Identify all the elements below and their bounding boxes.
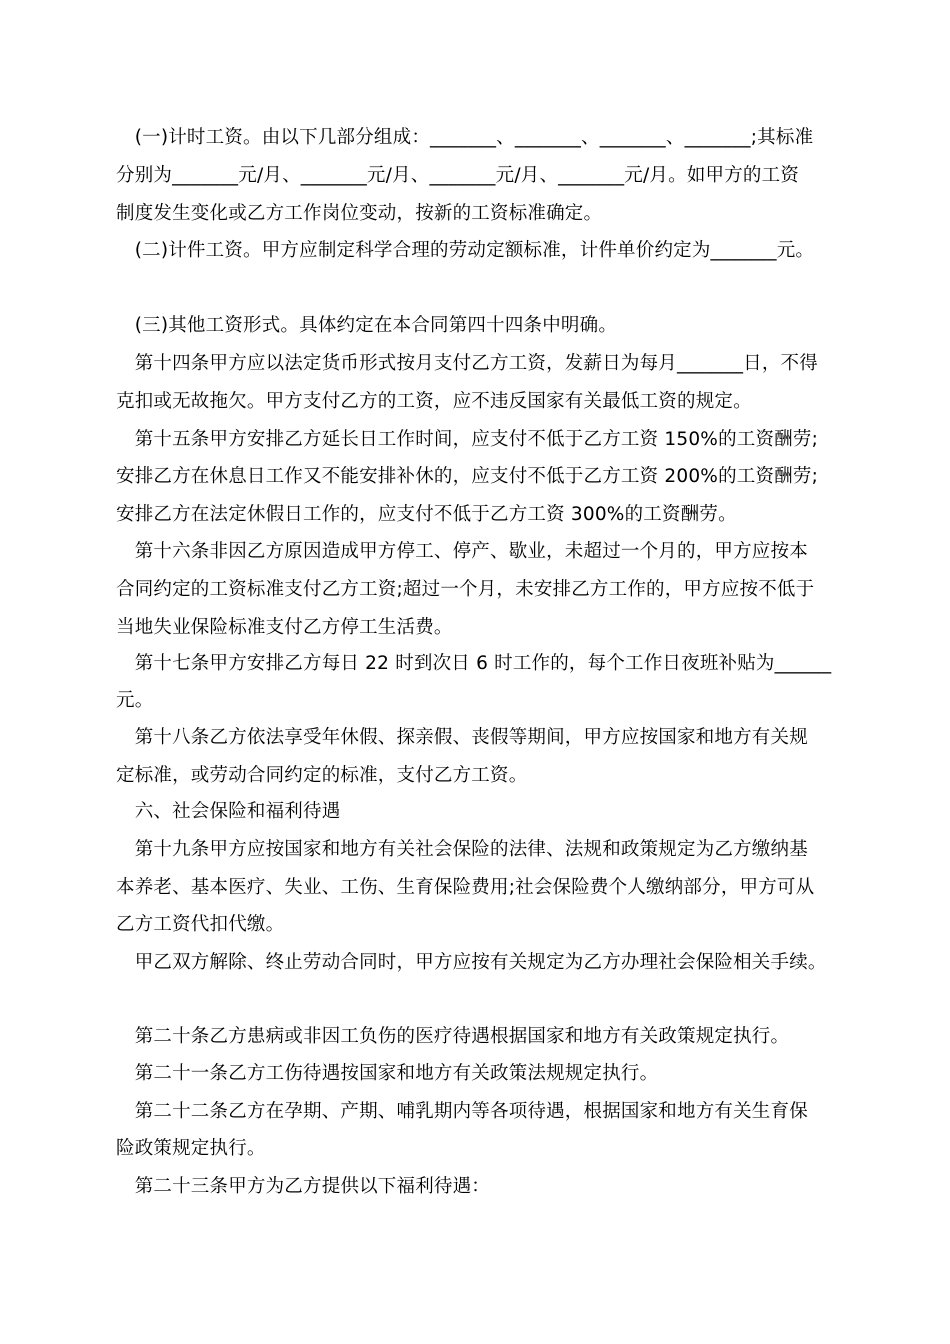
article-19-line-2: 本养老、基本医疗、失业、工伤、生育保险费用;社会保险费个人缴纳部分，甲方可从 <box>116 877 815 898</box>
article-16-line-2: 合同约定的工资标准支付乙方工资;超过一个月，未安排乙方工作的，甲方应按不低于 <box>116 579 815 600</box>
article-19-line-3: 乙方工资代扣代缴。 <box>116 914 285 935</box>
article-16-line-3: 当地失业保险标准支付乙方停工生活费。 <box>116 617 453 638</box>
article-23-line-1: 第二十三条甲方为乙方提供以下福利待遇： <box>116 1176 491 1197</box>
paragraph-hourly-wage-line-1: (一)计时工资。由以下几部分组成：_______、_______、_______、_______;其标准 <box>116 127 814 148</box>
article-15-line-3: 安排乙方在法定休假日工作的，应支付不低于乙方工资 300%的工资酬劳。 <box>116 504 737 525</box>
paragraph-hourly-wage-line-2: 分别为_______元/月、_______元/月、_______元/月、_______元/月。如甲方的工资 <box>116 165 800 186</box>
article-18-line-2: 定标准，或劳动合同约定的标准，支付乙方工资。 <box>116 765 528 786</box>
article-19-line-1: 第十九条甲方应按国家和地方有关社会保险的法律、法规和政策规定为乙方缴纳基 <box>116 839 808 860</box>
section-heading-social-insurance: 六、社会保险和福利待遇 <box>116 801 341 822</box>
article-14-line-1: 第十四条甲方应以法定货币形式按月支付乙方工资，发薪日为每月_______日，不得 <box>116 353 818 374</box>
article-20-line-1: 第二十条乙方患病或非因工负伤的医疗待遇根据国家和地方有关政策规定执行。 <box>116 1026 790 1047</box>
article-16-line-1: 第十六条非因乙方原因造成甲方停工、停产、歇业，未超过一个月的，甲方应按本 <box>116 541 808 562</box>
article-15-line-2: 安排乙方在休息日工作又不能安排补休的，应支付不低于乙方工资 200%的工资酬劳; <box>116 466 819 487</box>
article-17-line-2: 元。 <box>116 690 154 711</box>
article-14-line-2: 克扣或无故拖欠。甲方支付乙方的工资，应不违反国家有关最低工资的规定。 <box>116 391 752 412</box>
article-15-line-1: 第十五条甲方安排乙方延长日工作时间，应支付不低于乙方工资 150%的工资酬劳; <box>116 429 819 450</box>
article-22-line-1: 第二十二条乙方在孕期、产期、哺乳期内等各项待遇，根据国家和地方有关生育保 <box>116 1101 808 1122</box>
article-21-line-1: 第二十一条乙方工伤待遇按国家和地方有关政策法规规定执行。 <box>116 1063 659 1084</box>
article-22-line-2: 险政策规定执行。 <box>116 1138 266 1159</box>
article-17-line-1: 第十七条甲方安排乙方每日 22 时到次日 6 时工作的，每个工作日夜班补贴为______ <box>116 653 832 674</box>
article-18-line-1: 第十八条乙方依法享受年休假、探亲假、丧假等期间，甲方应按国家和地方有关规 <box>116 727 808 748</box>
paragraph-piece-wage-line-1: (二)计件工资。甲方应制定科学合理的劳动定额标准，计件单价约定为_______元。 <box>116 240 815 261</box>
paragraph-hourly-wage-line-3: 制度发生变化或乙方工作岗位变动，按新的工资标准确定。 <box>116 203 603 224</box>
paragraph-other-wage-line-1: (三)其他工资形式。具体约定在本合同第四十四条中明确。 <box>116 315 618 336</box>
paragraph-termination-insurance: 甲乙双方解除、终止劳动合同时，甲方应按有关规定为乙方办理社会保险相关手续。 <box>116 952 827 973</box>
